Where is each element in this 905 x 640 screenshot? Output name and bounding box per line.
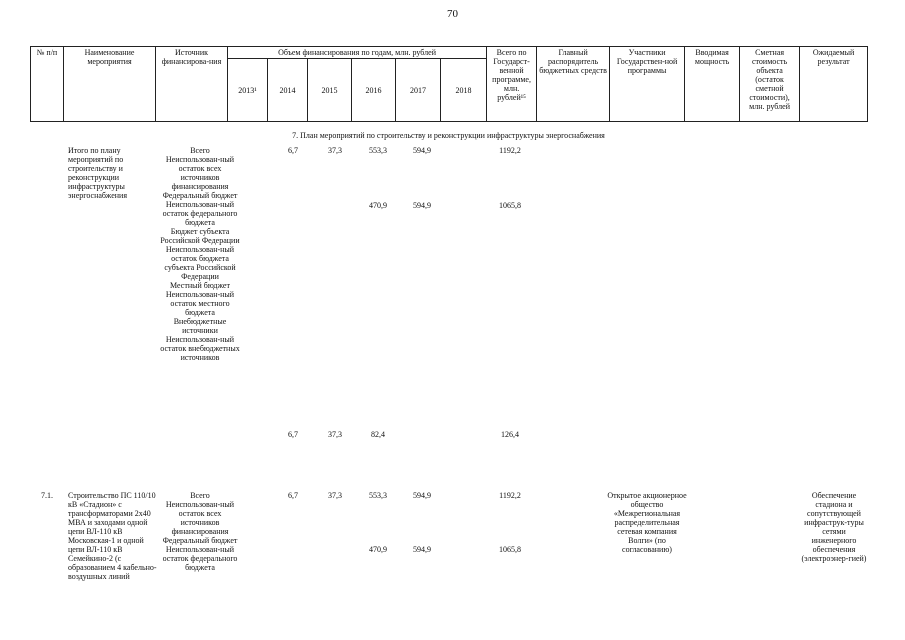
value-cell: 6,7 bbox=[288, 491, 298, 500]
value-cell: 594,9 bbox=[413, 545, 431, 554]
value-cell: 594,9 bbox=[413, 146, 431, 155]
block2-sources: Всего Неиспользован-ный остаток всех источников финансирования Федеральный бюджет Неиспользован-ный остаток федерального бюджета bbox=[162, 491, 238, 572]
col-result: Ожидаемый результат bbox=[800, 47, 868, 122]
value-cell: 470,9 bbox=[369, 201, 387, 210]
block2-result: Обеспечение стадиона и сопутствующей инфраструк-туры сетями инженерного обеспечения (электроэнер-гией) bbox=[801, 491, 867, 563]
page-number: 70 bbox=[447, 8, 458, 20]
block1-name: Итого по плану мероприятий по строительству и реконструкции инфраструктуры энергоснабжения bbox=[68, 146, 128, 200]
block1-sources: Всего Неиспользован-ный остаток всех источников финансирования Федеральный бюджет Неиспользован-ный остаток федерального бюджета Бюджет субъекта Российской Федерации Неиспользован-ный остаток бюджета субъекта Российской Федерации Местный бюджет Неиспользован-ный остаток местного бюджета Внебюджетные источники Неиспользован-ный остаток внебюджетных источников bbox=[160, 146, 240, 362]
value-cell: 1065,8 bbox=[499, 201, 521, 210]
col-year: 2013¹ bbox=[228, 59, 268, 122]
block2-num: 7.1. bbox=[41, 491, 53, 500]
value-cell: 37,3 bbox=[328, 491, 342, 500]
value-cell: 1065,8 bbox=[499, 545, 521, 554]
col-source: Источник финансирова-ния bbox=[156, 47, 228, 122]
col-total: Всего по Государст-венной программе, млн. рублей¹⁵ bbox=[487, 47, 537, 122]
block2-name: Строительство ПС 110/10 кВ «Стадион» с трансформаторами 2х40 МВА и заходами одной цепи ВЛ-110 кВ Московская-1 и одной цепи ВЛ-110 кВ Семейкино-2 (с образованием 4 кабельно-воздушных линий bbox=[68, 491, 157, 581]
table-header bbox=[30, 46, 868, 122]
value-cell: 1192,2 bbox=[499, 146, 521, 155]
col-year: 2016 bbox=[352, 59, 396, 122]
value-cell: 1192,2 bbox=[499, 491, 521, 500]
value-cell: 553,3 bbox=[369, 146, 387, 155]
value-cell: 126,4 bbox=[501, 430, 519, 439]
col-year: 2018 bbox=[441, 59, 487, 122]
col-manager: Главный распорядитель бюджетных средств bbox=[537, 47, 610, 122]
value-cell: 470,9 bbox=[369, 545, 387, 554]
col-year: 2015 bbox=[308, 59, 352, 122]
value-cell: 6,7 bbox=[288, 146, 298, 155]
col-name: Наименование мероприятия bbox=[64, 47, 156, 122]
col-year: 2017 bbox=[396, 59, 441, 122]
col-year: 2014 bbox=[268, 59, 308, 122]
section-title: 7. План мероприятий по строительству и реконструкции инфраструктуры энергоснабжения bbox=[292, 131, 605, 140]
value-cell: 594,9 bbox=[413, 201, 431, 210]
value-cell: 6,7 bbox=[288, 430, 298, 439]
col-capacity: Вводимая мощность bbox=[685, 47, 740, 122]
value-cell: 553,3 bbox=[369, 491, 387, 500]
col-participants: Участники Государствен-ной программы bbox=[610, 47, 685, 122]
value-cell: 594,9 bbox=[413, 491, 431, 500]
col-num: № п/п bbox=[31, 47, 64, 122]
col-funding: Объем финансирования по годам, млн. рублей bbox=[228, 47, 487, 59]
value-cell: 37,3 bbox=[328, 146, 342, 155]
value-cell: 37,3 bbox=[328, 430, 342, 439]
value-cell: 82,4 bbox=[371, 430, 385, 439]
block2-participant: Открытое акционерное общество «Межрегиональная распределительная сетевая компания Волги» (по согласованию) bbox=[607, 491, 687, 554]
col-estimate: Сметная стоимость объекта (остаток сметной стоимости), млн. рублей bbox=[740, 47, 800, 122]
